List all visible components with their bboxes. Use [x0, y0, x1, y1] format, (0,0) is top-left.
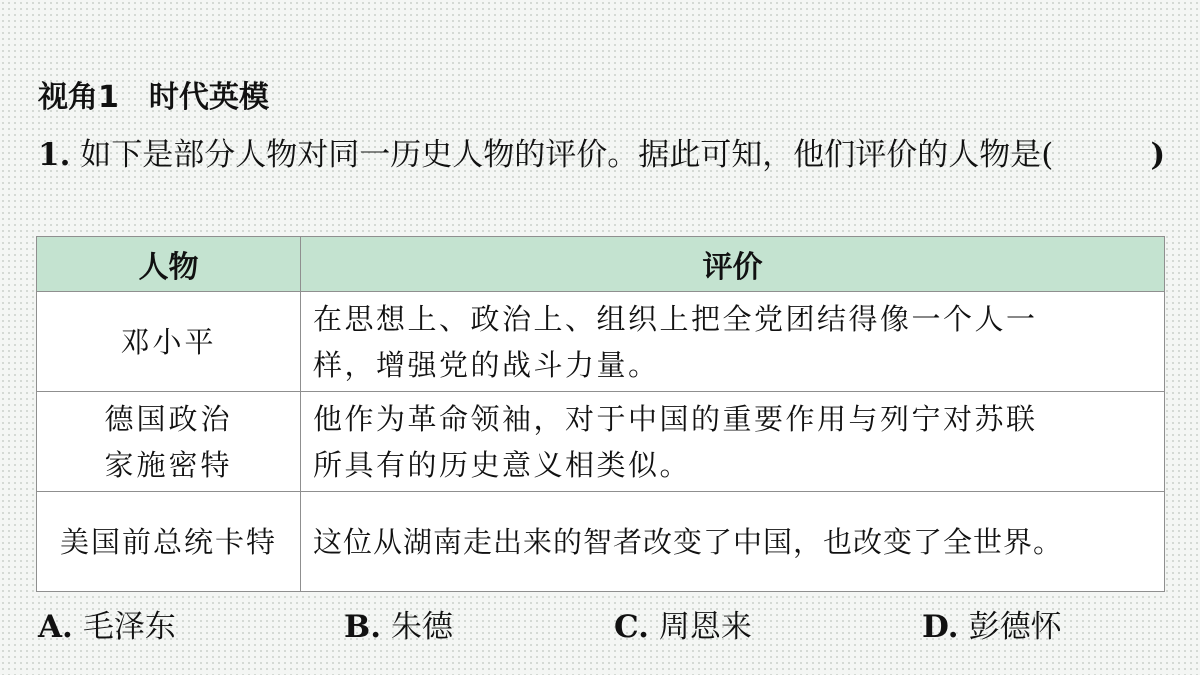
option-text: 毛泽东 — [82, 609, 176, 645]
person-line: 德国政治 — [104, 401, 233, 436]
section-title: 时代英模 — [148, 80, 269, 115]
answer-blank: ) — [1053, 137, 1166, 173]
table-row — [37, 292, 1165, 392]
person-cell — [37, 492, 301, 592]
person-cell — [37, 392, 301, 492]
evaluation-line: 他作为革命领袖，对于中国的重要作用与列宁对苏联 — [313, 401, 1038, 436]
answer-options — [38, 605, 1168, 655]
evaluation-table — [36, 236, 1165, 592]
evaluation-cell — [301, 392, 1165, 492]
option-a[interactable] — [38, 605, 176, 649]
option-b[interactable] — [344, 605, 453, 649]
evaluation-cell — [301, 492, 1165, 592]
option-d[interactable] — [922, 605, 1062, 649]
table-row — [37, 392, 1165, 492]
option-text: 朱德 — [391, 609, 453, 645]
option-letter: A. — [38, 609, 73, 645]
person-line: 美国前总统卡特 — [59, 524, 277, 559]
question-stem — [38, 128, 1168, 183]
person-line: 家施密特 — [104, 447, 233, 482]
evaluation-line: 样，增强党的战斗力量。 — [313, 347, 660, 382]
person-cell — [37, 292, 301, 392]
section-heading — [38, 78, 269, 118]
option-text: 彭德怀 — [968, 609, 1062, 645]
evaluation-cell — [301, 292, 1165, 392]
evaluation-line: 所具有的历史意义相类似。 — [313, 447, 692, 482]
table-row — [37, 492, 1165, 592]
evaluation-line: 在思想上、政治上、组织上把全党团结得像一个人一 — [313, 301, 1038, 336]
option-c[interactable] — [614, 605, 752, 649]
option-letter: B. — [344, 609, 381, 645]
table-header-row — [37, 237, 1165, 292]
option-text: 周恩来 — [658, 609, 752, 645]
option-letter: D. — [922, 609, 959, 645]
option-letter: C. — [614, 609, 649, 645]
question-text: 如下是部分人物对同一历史人物的评价。据此可知，他们评价的人物是( — [80, 137, 1054, 173]
question-number: 1. — [38, 137, 71, 173]
header-person: 人物 — [37, 237, 301, 292]
person-line: 邓小平 — [120, 324, 217, 359]
evaluation-line: 这位从湖南走出来的智者改变了中国，也改变了全世界。 — [313, 524, 1064, 559]
header-evaluation: 评价 — [301, 237, 1165, 292]
section-label: 视角1 — [38, 80, 119, 115]
